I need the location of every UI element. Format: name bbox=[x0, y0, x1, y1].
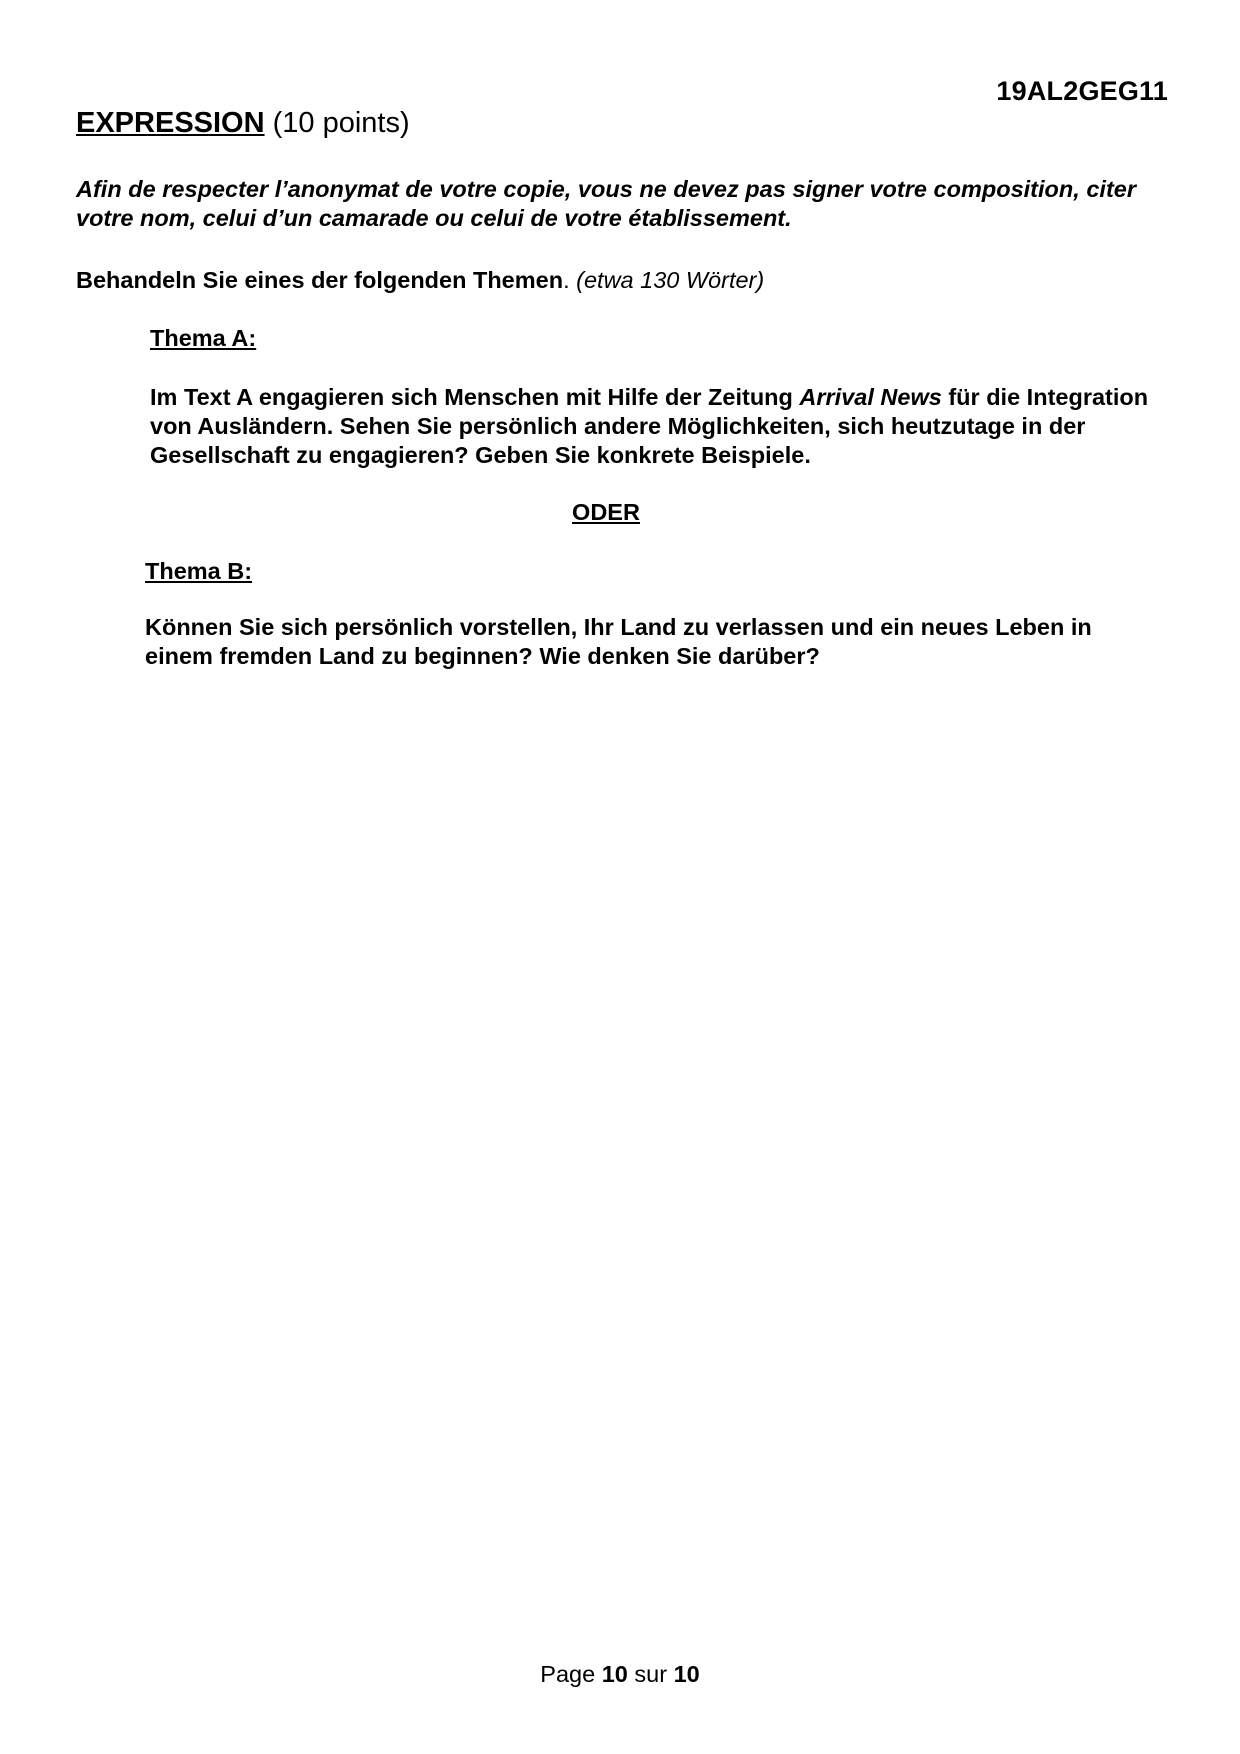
instruction-punct: . bbox=[563, 267, 570, 293]
page-word: Page bbox=[540, 1661, 602, 1687]
section-title: EXPRESSION bbox=[76, 107, 265, 139]
thema-a-text-after: für die Integration von Ausländern. Sehen Sie persönlich andere Möglichkeiten, sich heutzutage in der Gesellschaft zu engagieren? Geben Sie konkrete Beispiele. bbox=[150, 384, 1149, 468]
page-current: 10 bbox=[601, 1661, 628, 1687]
thema-b-text: Können Sie sich persönlich vorstellen, Ihr Land zu verlassen und ein neues Leben in einem fremden Land zu beginnen? Wie denken Sie darüber? bbox=[145, 614, 1092, 669]
thema-a-title: Thema A: bbox=[150, 325, 257, 351]
section-points: (10 points) bbox=[264, 107, 410, 139]
of-word: sur bbox=[627, 1661, 674, 1687]
page-footer bbox=[0, 1661, 1240, 1688]
thema-a-text-before: Im Text A engagieren sich Menschen mit Hilfe der Zeitung bbox=[150, 384, 800, 410]
word-count-hint: (etwa 130 Wörter) bbox=[569, 267, 765, 293]
section-heading bbox=[76, 107, 410, 140]
task-instruction bbox=[76, 266, 764, 295]
page-total: 10 bbox=[673, 1661, 700, 1687]
thema-b-title: Thema B: bbox=[145, 558, 253, 584]
oder-separator: ODER bbox=[572, 499, 640, 525]
document-code: 19AL2GEG11 bbox=[996, 76, 1168, 106]
newspaper-name: Arrival News bbox=[799, 384, 942, 410]
anonymity-notice: Afin de respecter l’anonymat de votre copie, vous ne devez pas signer votre composition, citer votre nom, celui d’un camarade ou celui de votre établissement. bbox=[76, 176, 1136, 231]
thema-a-text bbox=[150, 383, 1160, 470]
instruction-main: Behandeln Sie eines der folgenden Themen bbox=[76, 267, 564, 293]
